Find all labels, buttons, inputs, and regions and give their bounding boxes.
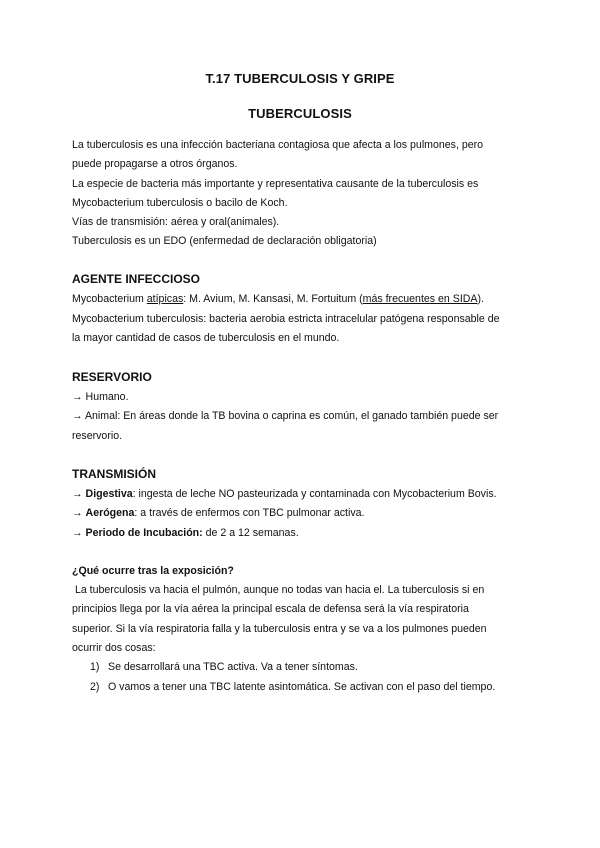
text-span: : ingesta de leche NO pasteurizada y contaminada con Mycobacterium Bovis. <box>132 488 497 500</box>
intro-line: puede propagarse a otros órganos. <box>72 158 238 170</box>
arrow-icon: → <box>72 527 86 539</box>
bold-term: Periodo de Incubación: <box>85 527 203 539</box>
bold-term: Digestiva <box>85 488 133 500</box>
text-span: Mycobacterium <box>72 293 147 305</box>
agente-line-1 <box>72 293 484 305</box>
text-span: ). <box>477 293 484 305</box>
agente-heading: AGENTE INFECCIOSO <box>72 272 201 286</box>
intro-line: La especie de bacteria más importante y representativa causante de la tuberculosis es <box>72 178 479 190</box>
exposicion-line: La tuberculosis va hacia el pulmón, aunque no todas van hacia el. La tuberculosis si en <box>72 584 485 596</box>
list-item <box>90 661 358 673</box>
text-span: : M. Avium, M. Kansasi, M. Fortuitum ( <box>183 293 363 305</box>
intro-line: Mycobacterium tuberculosis o bacilo de Koch. <box>72 197 288 209</box>
exposicion-line: superior. Si la vía respiratoria falla y la tuberculosis entra y se va a los pulmones pueden <box>72 623 487 635</box>
underlined-term: atípicas <box>146 293 184 305</box>
section-title: TUBERCULOSIS <box>248 106 352 121</box>
intro-line: Tuberculosis es un EDO (enfermedad de declaración obligatoria) <box>72 235 377 247</box>
arrow-icon: → <box>72 507 86 519</box>
list-text: Se desarrollará una TBC activa. Va a tener síntomas. <box>108 661 358 673</box>
bold-term: Aerógena <box>85 507 135 519</box>
underlined-term: más frecuentes en SIDA <box>362 293 478 305</box>
reservorio-line-1: → Humano. <box>72 391 129 403</box>
list-number: 1) <box>90 661 100 673</box>
transmision-line-3 <box>72 527 299 539</box>
arrow-icon: → <box>72 488 86 500</box>
agente-line-2: Mycobacterium tuberculosis: bacteria aerobia estricta intracelular patógena responsable de <box>72 313 500 325</box>
agente-line-3: la mayor cantidad de casos de tuberculosis en el mundo. <box>72 332 340 344</box>
transmision-line-2 <box>72 507 364 519</box>
exposicion-line: principios llega por la vía aérea la principal escala de defensa será la vía respiratoria <box>72 603 469 615</box>
transmision-line-1 <box>72 488 497 500</box>
text-span: : a través de enfermos con TBC pulmonar activa. <box>134 507 365 519</box>
reservorio-line-3: reservorio. <box>72 430 123 442</box>
transmision-heading: TRANSMISIÓN <box>72 467 156 481</box>
main-title: T.17 TUBERCULOSIS Y GRIPE <box>205 71 395 86</box>
text-span: de 2 a 12 semanas. <box>202 527 299 539</box>
reservorio-heading: RESERVORIO <box>72 370 152 384</box>
reservorio-line-2: → Animal: En áreas donde la TB bovina o caprina es común, el ganado también puede ser <box>72 410 499 422</box>
list-text: O vamos a tener una TBC latente asintomática. Se activan con el paso del tiempo. <box>108 681 496 693</box>
exposicion-heading: ¿Qué ocurre tras la exposición? <box>72 565 234 577</box>
list-number: 2) <box>90 681 100 693</box>
list-item <box>90 681 495 693</box>
exposicion-line: ocurrir dos cosas: <box>72 642 156 654</box>
intro-line: La tuberculosis es una infección bacteriana contagiosa que afecta a los pulmones, pero <box>72 139 484 151</box>
intro-line: Vías de transmisión: aérea y oral(animales). <box>72 216 280 228</box>
